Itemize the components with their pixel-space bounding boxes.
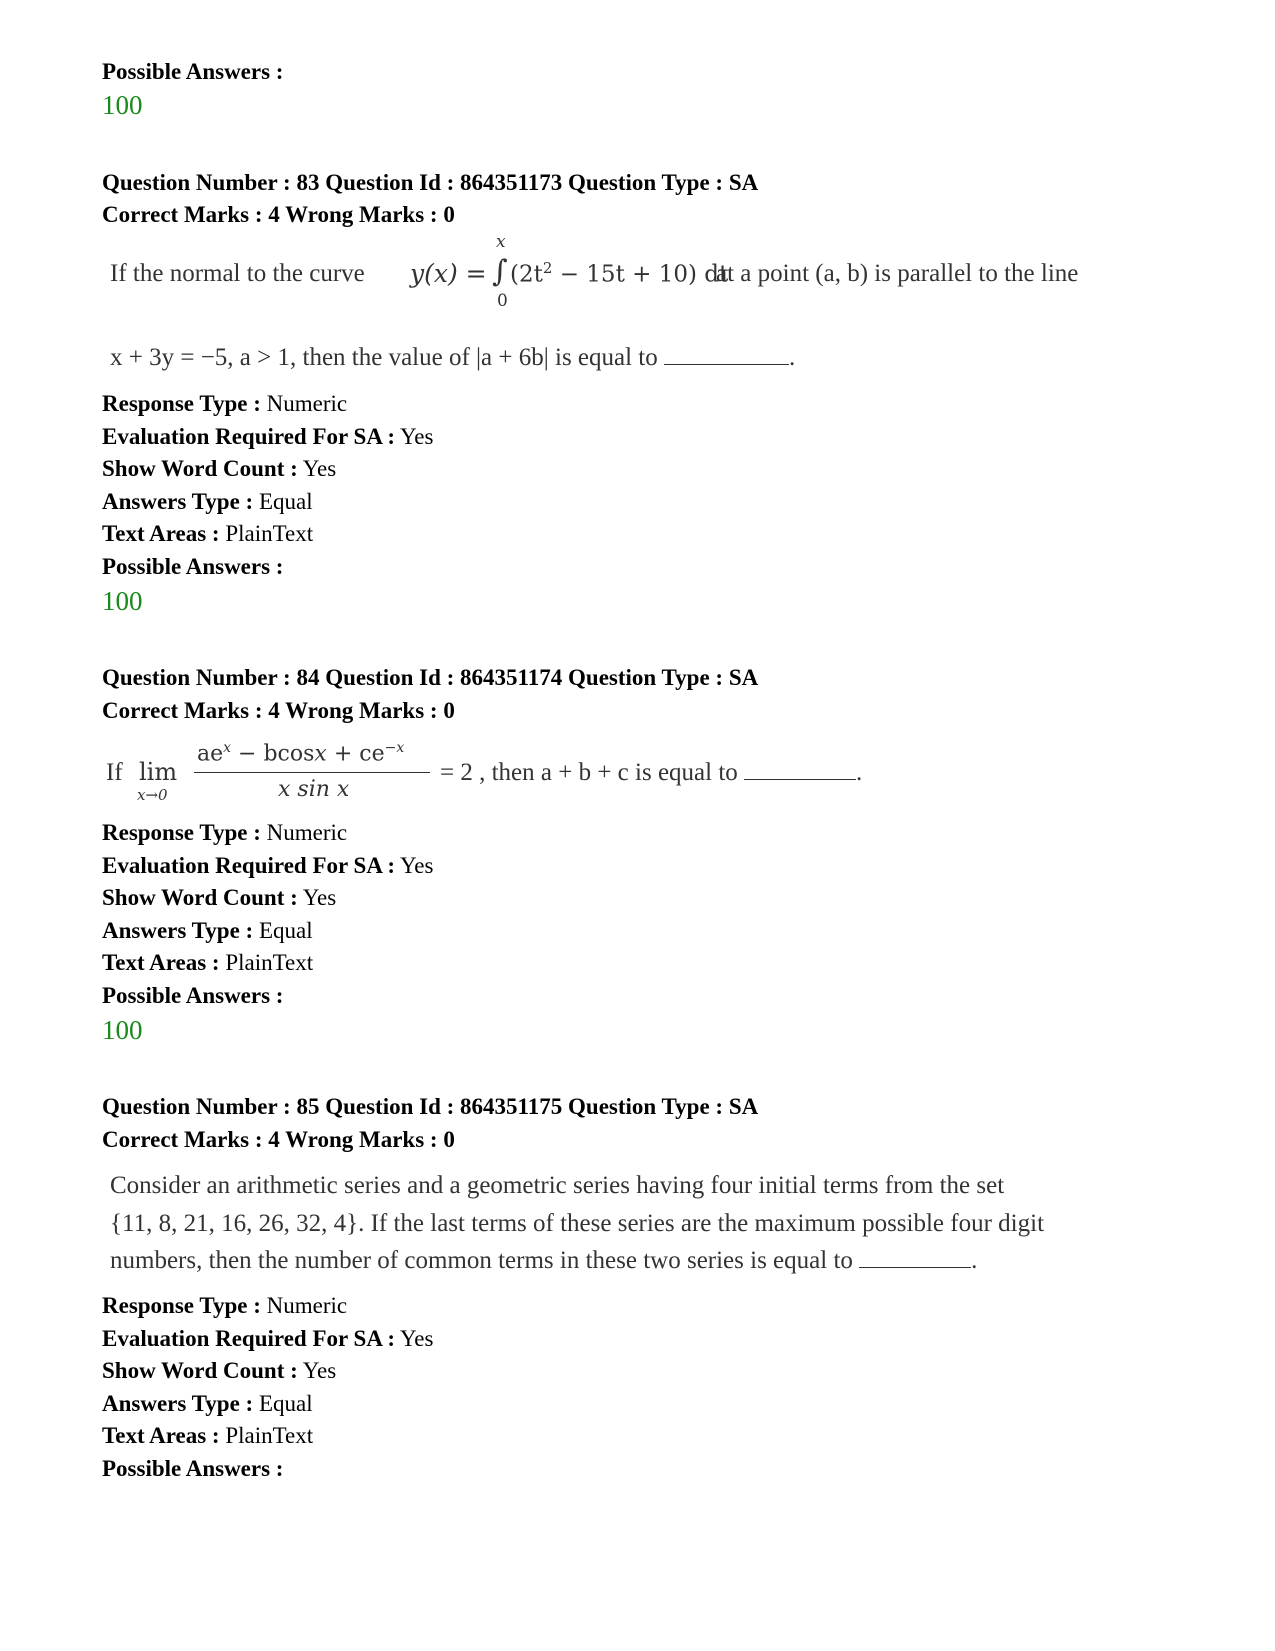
field-label: Text Areas :: [102, 521, 220, 546]
possible-answers-label: Possible Answers :: [102, 59, 284, 84]
numerator-term: ae: [197, 741, 224, 767]
numerator-variable: x: [314, 741, 327, 767]
field-value: Numeric: [266, 391, 348, 416]
numerator-exponent: −x: [384, 740, 405, 756]
possible-answer-value: 100: [102, 586, 143, 616]
field-label: Response Type :: [102, 391, 261, 416]
integral-lower-limit: 0: [497, 291, 508, 311]
possible-answers-label: Possible Answers :: [102, 983, 284, 1008]
question-text-fragment: x + 3y = −5, a > 1, then the value of |a + 6b| is equal to: [110, 344, 658, 371]
field-label: Show Word Count :: [102, 885, 298, 910]
period: .: [789, 344, 796, 371]
numerator-term: + ce: [326, 741, 385, 767]
response-type-row: [102, 819, 347, 847]
field-value: Numeric: [266, 820, 348, 845]
answer-blank: [859, 1251, 971, 1268]
field-value: Numeric: [266, 1293, 348, 1318]
possible-answers-label: Possible Answers :: [102, 1456, 284, 1481]
field-label: Answers Type :: [102, 489, 254, 514]
field-label: Response Type :: [102, 820, 261, 845]
field-value: Yes: [400, 1326, 434, 1351]
integrand: [510, 259, 728, 288]
field-value: Equal: [258, 489, 313, 514]
fraction-bar: [194, 772, 430, 773]
limit-subscript: x→0: [137, 786, 168, 804]
response-type-row: [102, 1292, 347, 1320]
answers-type-row: [102, 488, 313, 516]
question-marks: Correct Marks : 4 Wrong Marks : 0: [102, 202, 455, 227]
answer-blank: [664, 348, 789, 365]
field-value: PlainText: [225, 521, 314, 546]
question-text-fragment: at a point (a, b) is parallel to the line: [716, 260, 1079, 287]
question-text-line: [110, 343, 795, 373]
field-value: PlainText: [225, 1423, 314, 1448]
field-label: Text Areas :: [102, 1423, 220, 1448]
response-type-row: [102, 390, 347, 418]
field-value: Yes: [302, 885, 337, 910]
integrand-exponent: 2: [542, 259, 553, 277]
limit-operator: lim: [139, 758, 178, 786]
integrand-part: (2t: [510, 261, 543, 288]
integral-upper-limit: x: [496, 232, 506, 252]
field-label: Show Word Count :: [102, 1358, 298, 1383]
show-word-count-row: [102, 1357, 336, 1385]
fraction-denominator: x sin x: [278, 777, 350, 802]
fraction-numerator: [197, 740, 404, 766]
question-text-line: [110, 1246, 977, 1276]
numerator-exponent: x: [223, 740, 232, 756]
answers-type-row: [102, 1390, 313, 1418]
text-areas-row: [102, 1422, 313, 1450]
question-marks: Correct Marks : 4 Wrong Marks : 0: [102, 1127, 455, 1152]
question-text-fragment: = 2 , then a + b + c is equal to: [440, 759, 738, 786]
field-label: Answers Type :: [102, 1391, 254, 1416]
field-label: Answers Type :: [102, 918, 254, 943]
integral-sign: ∫: [492, 254, 508, 289]
text-areas-row: [102, 520, 313, 548]
evaluation-required-row: [102, 852, 433, 880]
answer-blank: [744, 763, 856, 780]
field-value: Yes: [302, 456, 337, 481]
numerator-term: − bcos: [231, 741, 315, 767]
question-text-fragment: numbers, then the number of common terms in these two series is equal to: [110, 1247, 853, 1274]
field-label: Evaluation Required For SA :: [102, 853, 396, 878]
period: .: [971, 1247, 978, 1274]
integrand-rest: − 15t + 10) dt: [552, 261, 729, 288]
field-label: Show Word Count :: [102, 456, 298, 481]
show-word-count-row: [102, 884, 336, 912]
field-value: Yes: [302, 1358, 337, 1383]
field-value: Equal: [258, 918, 313, 943]
field-value: Yes: [400, 853, 434, 878]
evaluation-required-row: [102, 423, 433, 451]
question-header: Question Number : 84 Question Id : 864351174 Question Type : SA: [102, 665, 759, 690]
question-marks: Correct Marks : 4 Wrong Marks : 0: [102, 698, 455, 723]
show-word-count-row: [102, 455, 336, 483]
period: .: [856, 759, 863, 786]
function-expression: y(x) =: [410, 259, 487, 288]
question-text-line: {11, 8, 21, 16, 26, 32, 4}. If the last terms of these series are the maximum possible four digit: [110, 1210, 1045, 1237]
possible-answer-value: 100: [102, 1015, 143, 1045]
question-text-line: [440, 758, 862, 788]
question-text-fragment: If: [106, 759, 123, 786]
field-value: Equal: [258, 1391, 313, 1416]
field-value: PlainText: [225, 950, 314, 975]
question-header: Question Number : 85 Question Id : 864351175 Question Type : SA: [102, 1094, 759, 1119]
field-label: Evaluation Required For SA :: [102, 1326, 396, 1351]
question-text-fragment: If the normal to the curve: [110, 260, 365, 287]
field-value: Yes: [400, 424, 434, 449]
text-areas-row: [102, 949, 313, 977]
possible-answers-label: Possible Answers :: [102, 554, 284, 579]
question-header: Question Number : 83 Question Id : 864351173 Question Type : SA: [102, 170, 759, 195]
field-label: Response Type :: [102, 1293, 261, 1318]
evaluation-required-row: [102, 1325, 433, 1353]
field-label: Text Areas :: [102, 950, 220, 975]
question-text-line: Consider an arithmetic series and a geometric series having four initial terms from the set: [110, 1172, 1005, 1199]
possible-answer-value: 100: [102, 90, 143, 120]
answers-type-row: [102, 917, 313, 945]
field-label: Evaluation Required For SA :: [102, 424, 396, 449]
